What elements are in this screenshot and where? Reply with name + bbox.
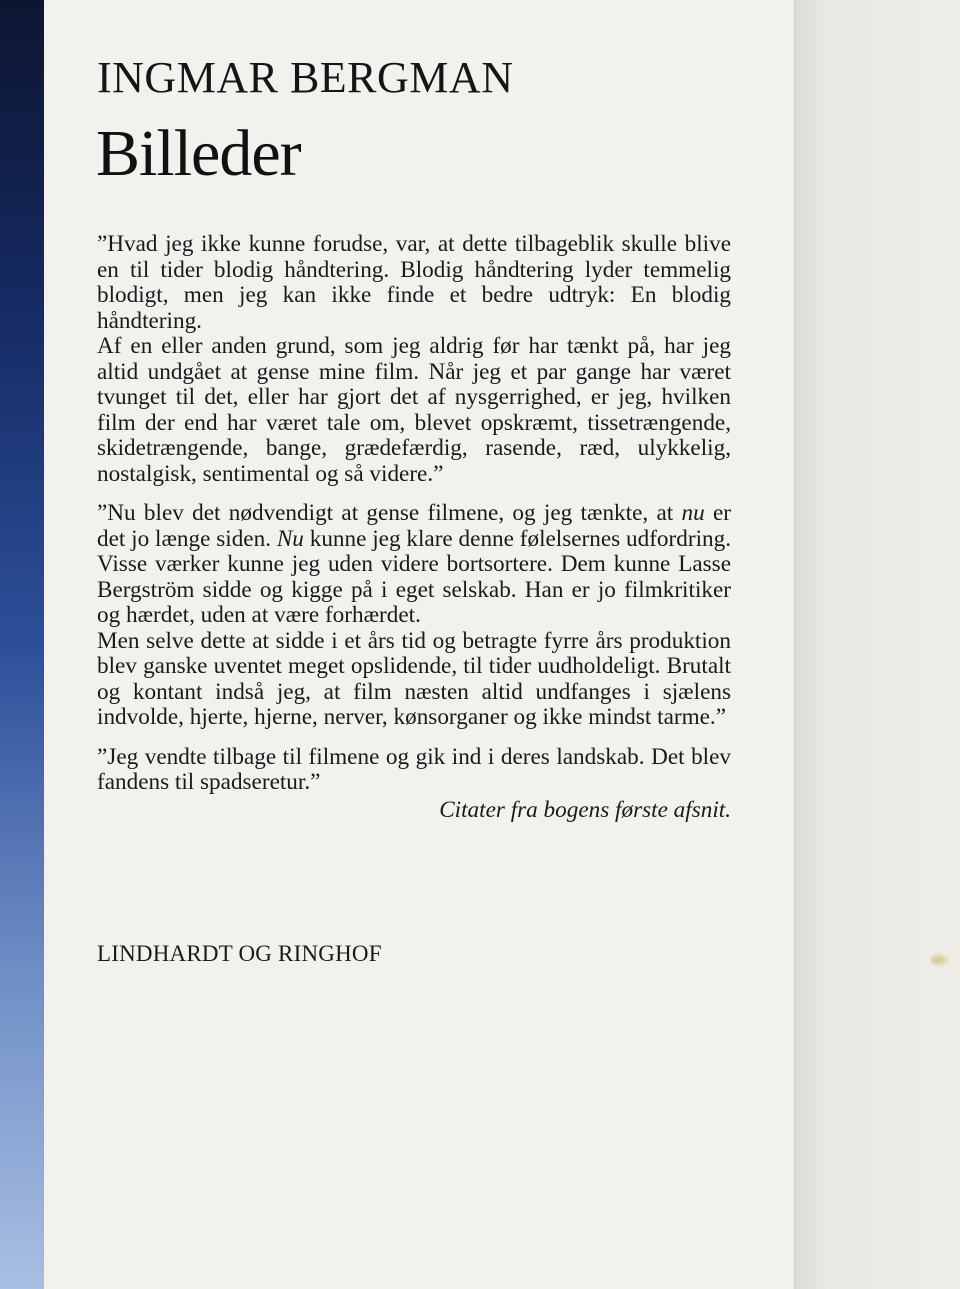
quote-2-emphasis-1: nu: [681, 500, 705, 526]
stain-mark: [930, 953, 950, 967]
publisher-name: LINDHARDT OG RINGHOF: [97, 941, 382, 966]
blurb-text: [97, 232, 731, 823]
quote-1-paragraph-2: Af en eller anden grund, som jeg aldrig før har tænkt på, har jeg altid undgået at gense mine film. Når jeg et par gange har været tvunget til det, eller har gjort det af nysgerrighed, er jeg, hvilken film der end har været tale om, blevet opskræmt, tissetrængende, skidetrængende, bange, grædefærdig, rasende, ræd, ulykkelig, nostalgisk, sentimental og så videre.”: [97, 333, 731, 487]
quote-2-paragraph-2: Men selve dette at sidde i et års tid og betragte fyrre års produktion blev ganske uventet meget opslidende, til tider uudholdeligt. Brutalt og kontant indså jeg, at film næsten altid undfanges i sjælens indvolde, hjerte, hjerne, nerver, kønsorganer og ikke mindst tarme.”: [97, 627, 731, 730]
front-cover-edge: [0, 0, 46, 1289]
author-name: INGMAR BERGMAN: [97, 53, 514, 102]
quote-2-text-b: er det jo længe siden.: [97, 500, 731, 552]
quote-2-text-c: kunne jeg klare denne følelsernes udfordring. Visse værker kunne jeg uden videre bortsortere. Dem kunne Lasse Bergström sidde og kigge på i eget selskab. Han er jo filmkritiker og hærdet, uden at være forhærdet.: [97, 525, 731, 628]
quote-1-paragraph-1: ”Hvad jeg ikke kunne forudse, var, at dette tilbageblik skulle blive en til tider blodig håndtering. Blodig håndtering lyder temmelig blodigt, men jeg kan ikke finde et bedre udtryk: En blodig håndtering.: [97, 231, 731, 334]
book-title: Billeder: [96, 117, 301, 190]
quote-2-emphasis-2: Nu: [276, 525, 304, 552]
background-surface: [794, 0, 960, 1289]
quote-2-paragraph-1: [97, 501, 731, 629]
quote-2-text-a: ”Nu blev det nødvendigt at gense filmene, og jeg tænkte, at: [97, 500, 682, 526]
quote-3-paragraph: ”Jeg vendte tilbage til filmene og gik ind i deres landskab. Det blev fandens til spadseretur.”: [97, 743, 731, 795]
source-note: Citater fra bogens første afsnit.: [439, 796, 731, 823]
